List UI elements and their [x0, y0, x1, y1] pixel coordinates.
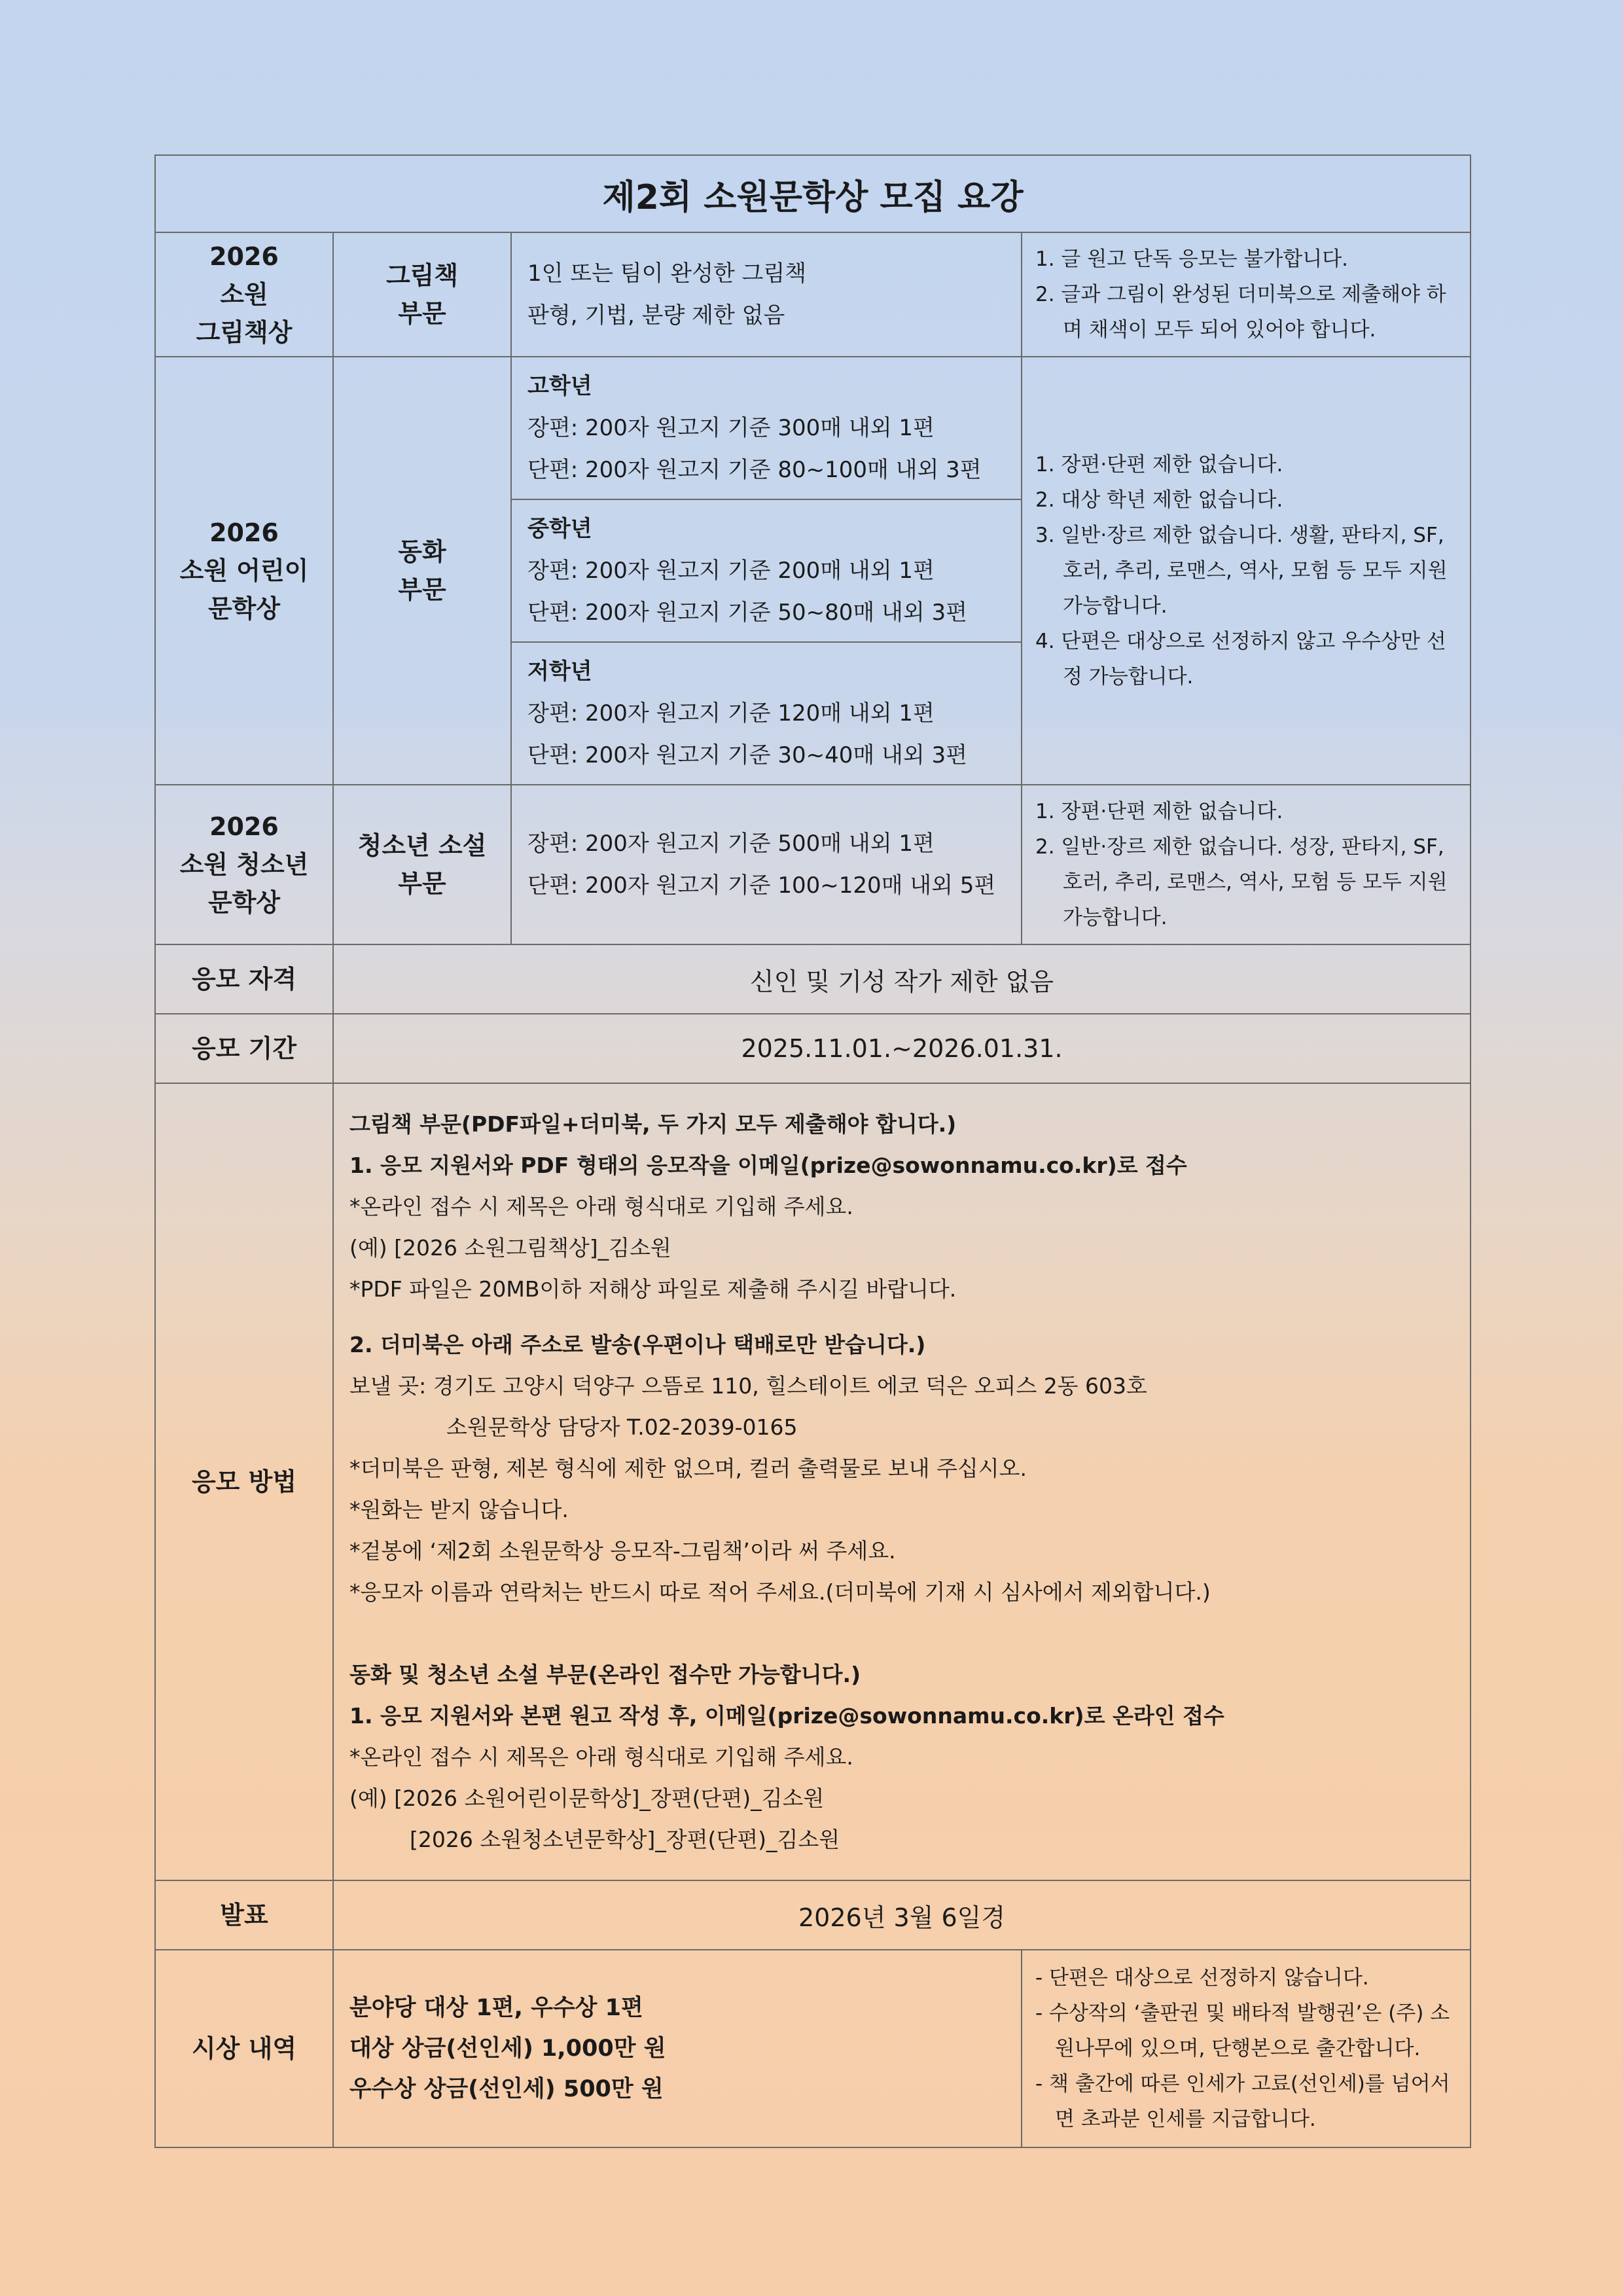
- children-notes: [1022, 357, 1471, 785]
- children-award-name: [155, 357, 333, 785]
- level-long: 장편: 200자 원고지 기준 120매 내외 1편: [527, 700, 935, 726]
- level-name: 고학년: [527, 373, 592, 399]
- note-item: - 책 출간에 따른 인세가 고료(선인세)를 넘어서면 초과분 인세를 지급합니다.: [1035, 2072, 1450, 2131]
- award-name-line: 그림책상: [196, 318, 293, 347]
- picturebook-award-name: [155, 232, 333, 357]
- children-row: [155, 357, 1471, 785]
- eligibility-row: [155, 944, 1471, 1014]
- method-note: *겉봉에 ‘제2회 소원문학상 응모작-그림책’이라 써 주세요.: [349, 1538, 896, 1564]
- level-block-middle: [512, 500, 1021, 643]
- note-item: 3. 일반·장르 제한 없습니다. 생활, 판타지, SF, 호러, 추리, 로맨스, 역사, 모험 등 모두 지원 가능합니다.: [1035, 524, 1448, 618]
- category-line: 부문: [398, 869, 446, 898]
- requirement-line: 장편: 200자 원고지 기준 500매 내외 1편: [527, 831, 935, 857]
- category-line: 부문: [398, 575, 446, 604]
- method-note: *원화는 받지 않습니다.: [349, 1497, 569, 1522]
- level-short: 단편: 200자 원고지 기준 30~40매 내외 3편: [527, 742, 967, 768]
- page-title: 제2회 소원문학상 모집 요강: [155, 155, 1471, 232]
- award-name-line: 2026: [209, 812, 279, 841]
- category-line: 부문: [398, 299, 446, 328]
- level-name: 저학년: [527, 658, 592, 685]
- award-name-line: 소원: [220, 280, 268, 309]
- requirement-line: 1인 또는 팀이 완성한 그림책: [527, 260, 807, 287]
- award-line: 우수상 상금(선인세) 500만 원: [349, 2076, 664, 2102]
- title-row: [155, 155, 1471, 232]
- awards-notes: [1022, 1950, 1471, 2147]
- period-value: 2025.11.01.~2026.01.31.: [333, 1014, 1471, 1083]
- level-long: 장편: 200자 원고지 기준 200매 내외 1편: [527, 558, 935, 584]
- recruitment-table: [154, 154, 1471, 2148]
- level-short: 단편: 200자 원고지 기준 80~100매 내외 3편: [527, 457, 982, 483]
- note-item: 2. 일반·장르 제한 없습니다. 성장, 판타지, SF, 호러, 추리, 로맨스, 역사, 모험 등 모두 지원 가능합니다.: [1035, 835, 1448, 929]
- award-line: 분야당 대상 1편, 우수상 1편: [349, 1995, 643, 2021]
- picturebook-step1: 1. 응모 지원서와 PDF 형태의 응모작을 이메일(prize@sowonnamu.co.kr)로 접수: [349, 1153, 1187, 1178]
- contact-line: 소원문학상 담당자 T.02-2039-0165: [446, 1414, 798, 1440]
- picturebook-step2: 2. 더미북은 아래 주소로 발송(우편이나 택배로만 받습니다.): [349, 1332, 926, 1357]
- awards-row: [155, 1950, 1471, 2147]
- picturebook-method-heading: 그림책 부문(PDF파일+더미북, 두 가지 모두 제출해야 합니다.): [349, 1111, 957, 1137]
- eligibility-value: 신인 및 기성 작가 제한 없음: [333, 944, 1471, 1014]
- level-block-upper: [512, 357, 1021, 500]
- award-line: 대상 상금(선인세) 1,000만 원: [349, 2036, 666, 2062]
- youth-award-name: [155, 785, 333, 944]
- method-note: *더미북은 판형, 제본 형식에 제한 없으며, 컬러 출력물로 보내 주십시오.: [349, 1456, 1027, 1481]
- eligibility-label: 응모 자격: [155, 944, 333, 1014]
- award-name-line: 소원 청소년: [179, 850, 309, 879]
- category-line: 청소년 소설: [357, 831, 487, 860]
- method-example: [2026 소원청소년문학상]_장편(단편)_김소원: [410, 1827, 840, 1852]
- award-name-line: 소원 어린이: [179, 556, 309, 585]
- note-item: 2. 대상 학년 제한 없습니다.: [1035, 488, 1283, 512]
- children-levels: [511, 357, 1022, 785]
- picturebook-category: [333, 232, 511, 357]
- note-item: 1. 장편·단편 제한 없습니다.: [1035, 453, 1283, 476]
- period-label: 응모 기간: [155, 1014, 333, 1083]
- level-long: 장편: 200자 원고지 기준 300매 내외 1편: [527, 415, 935, 441]
- mailing-address: 보낼 곳: 경기도 고양시 덕양구 으뜸로 110, 힐스테이트 에코 덕은 오피스 2동 603호: [349, 1373, 1147, 1399]
- note-item: - 단편은 대상으로 선정하지 않습니다.: [1035, 1966, 1369, 1990]
- method-note: *온라인 접수 시 제목은 아래 형식대로 기입해 주세요.: [349, 1194, 853, 1219]
- youth-row: [155, 785, 1471, 944]
- recruitment-sheet: [154, 154, 1470, 2148]
- picturebook-notes: [1022, 232, 1471, 357]
- method-content: [333, 1083, 1471, 1880]
- spacer: [349, 1613, 1454, 1654]
- method-example: (예) [2026 소원그림책상]_김소원: [349, 1235, 671, 1261]
- youth-notes: [1022, 785, 1471, 944]
- picturebook-requirements: [511, 232, 1022, 357]
- category-line: 그림책: [385, 261, 459, 290]
- awards-label: 시상 내역: [155, 1950, 333, 2147]
- awards-content: [333, 1950, 1022, 2147]
- category-line: 동화: [398, 537, 446, 566]
- youth-category: [333, 785, 511, 944]
- requirement-line: 단편: 200자 원고지 기준 100~120매 내외 5편: [527, 872, 996, 899]
- announcement-row: [155, 1880, 1471, 1950]
- award-name-line: 문학상: [207, 594, 281, 623]
- announcement-label: 발표: [155, 1880, 333, 1950]
- children-category: [333, 357, 511, 785]
- method-note: *PDF 파일은 20MB이하 저해상 파일로 제출해 주시길 바랍니다.: [349, 1276, 957, 1302]
- note-item: - 수상작의 ‘출판권 및 배타적 발행권’은 (주) 소원나무에 있으며, 단행본으로 출간합니다.: [1035, 2001, 1450, 2060]
- level-name: 중학년: [527, 516, 592, 542]
- note-item: 1. 글 원고 단독 응모는 불가합니다.: [1035, 247, 1348, 271]
- requirement-line: 판형, 기법, 분량 제한 없음: [527, 302, 785, 329]
- spacer: [349, 1310, 1454, 1324]
- picturebook-row: [155, 232, 1471, 357]
- method-label: 응모 방법: [155, 1083, 333, 1880]
- method-example: (예) [2026 소원어린이문학상]_장편(단편)_김소원: [349, 1785, 825, 1811]
- level-short: 단편: 200자 원고지 기준 50~80매 내외 3편: [527, 600, 967, 626]
- method-note: *응모자 이름과 연락처는 반드시 따로 적어 주세요.(더미북에 기재 시 심사에서 제외합니다.): [349, 1579, 1211, 1605]
- story-method-heading: 동화 및 청소년 소설 부문(온라인 접수만 가능합니다.): [349, 1662, 861, 1687]
- note-item: 1. 장편·단편 제한 없습니다.: [1035, 800, 1283, 823]
- note-item: 2. 글과 그림이 완성된 더미북으로 제출해야 하며 채색이 모두 되어 있어야 합니다.: [1035, 283, 1446, 342]
- story-step1: 1. 응모 지원서와 본편 원고 작성 후, 이메일(prize@sowonnamu.co.kr)로 온라인 접수: [349, 1703, 1224, 1729]
- award-name-line: 2026: [209, 518, 279, 547]
- note-item: 4. 단편은 대상으로 선정하지 않고 우수상만 선정 가능합니다.: [1035, 630, 1446, 689]
- award-name-line: 2026: [209, 242, 279, 271]
- announcement-value: 2026년 3월 6일경: [333, 1880, 1471, 1950]
- period-row: [155, 1014, 1471, 1083]
- youth-requirements: [511, 785, 1022, 944]
- award-name-line: 문학상: [207, 888, 281, 917]
- method-note: *온라인 접수 시 제목은 아래 형식대로 기입해 주세요.: [349, 1744, 853, 1770]
- level-block-lower: [512, 643, 1021, 784]
- method-row: [155, 1083, 1471, 1880]
